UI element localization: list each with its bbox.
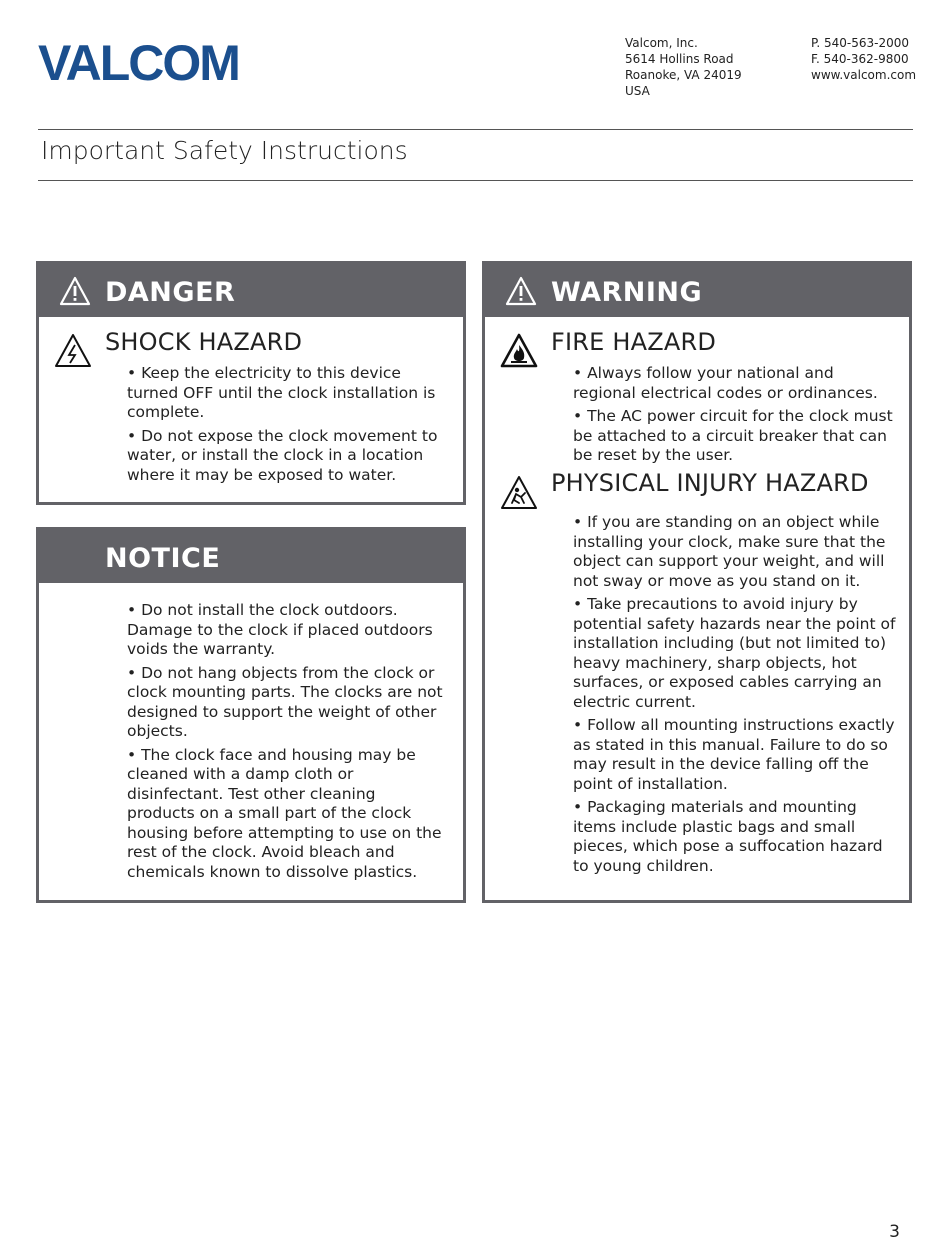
bullet-item: • Do not expose the clock movement to water, or install the clock in a location where it may be exposed to water. (127, 426, 438, 484)
company-address (625, 35, 742, 99)
fire-hazard-icon (500, 333, 538, 368)
warning-panel (482, 261, 912, 903)
bullet-item: • Keep the electricity to this device turned OFF until the clock installation is complete. (127, 364, 436, 421)
physical-injury-bullets (573, 513, 898, 880)
company-city: Roanoke, VA 24019 (625, 68, 742, 82)
top-rule (38, 129, 913, 130)
danger-panel (36, 261, 466, 505)
shock-hazard-bullets (127, 364, 447, 489)
bullet-item: • Always follow your national and regional electrical codes or ordinances. (573, 364, 878, 402)
bullet-item: • Follow all mounting instructions exactly as stated in this manual. Failure to do so may result in the device falling off the point of installation. (573, 716, 895, 793)
company-contact (811, 35, 916, 83)
page-title: Important Safety Instructions (41, 136, 408, 165)
valcom-logo (38, 36, 278, 82)
company-country: USA (625, 84, 650, 98)
warning-triangle-icon (505, 276, 537, 306)
danger-heading: DANGER (105, 277, 236, 308)
physical-injury-title: PHYSICAL INJURY HAZARD (551, 469, 869, 497)
fire-hazard-bullets (573, 364, 898, 470)
page-number: 3 (889, 1222, 900, 1241)
notice-bullets (127, 601, 447, 886)
warning-triangle-icon (59, 276, 91, 306)
bullet-item: • Packaging materials and mounting items include plastic bags and small pieces, which pose a suffocation hazard to young children. (573, 798, 883, 875)
bullet-item: • Take precautions to avoid injury by potential safety hazards near the point of installation including (but not limited to) heavy machinery, sharp objects, hot surfaces, or exposed cables carrying an electric current. (573, 595, 896, 711)
fax-number: F. 540-362-9800 (811, 52, 909, 66)
bullet-item: • Do not hang objects from the clock or clock mounting parts. The clocks are not designed to support the weight of other objects. (127, 663, 443, 740)
company-name: Valcom, Inc. (625, 36, 698, 50)
website-link[interactable]: www.valcom.com (811, 68, 917, 82)
notice-header (39, 530, 463, 583)
warning-heading: WARNING (551, 277, 703, 308)
falling-person-icon (500, 475, 538, 510)
bullet-item: • If you are standing on an object while installing your clock, make sure that the object can support your weight, and will not sway or move as you stand on it. (573, 513, 886, 590)
phone-number: P. 540-563-2000 (811, 36, 910, 50)
danger-header (39, 264, 463, 317)
bottom-rule (38, 180, 913, 181)
fire-hazard-title: FIRE HAZARD (551, 328, 717, 356)
bullet-item: • The clock face and housing may be cleaned with a damp cloth or disinfectant. Test other cleaning products on a small part of the clock housing before attempting to use on the rest of the clock. Avoid bleach and chemicals known to dissolve plastics. (127, 745, 442, 881)
company-street: 5614 Hollins Road (625, 52, 734, 66)
logo-text: VALCOM (38, 36, 239, 82)
notice-panel (36, 527, 466, 903)
warning-header (485, 264, 909, 317)
bullet-item: • The AC power circuit for the clock must be attached to a circuit breaker that can be reset by the user. (573, 407, 893, 464)
shock-hazard-title: SHOCK HAZARD (105, 328, 303, 356)
electric-shock-icon (54, 333, 92, 368)
bullet-item: • Do not install the clock outdoors. Damage to the clock if placed outdoors voids the warranty. (127, 601, 433, 658)
notice-heading: NOTICE (105, 543, 221, 574)
